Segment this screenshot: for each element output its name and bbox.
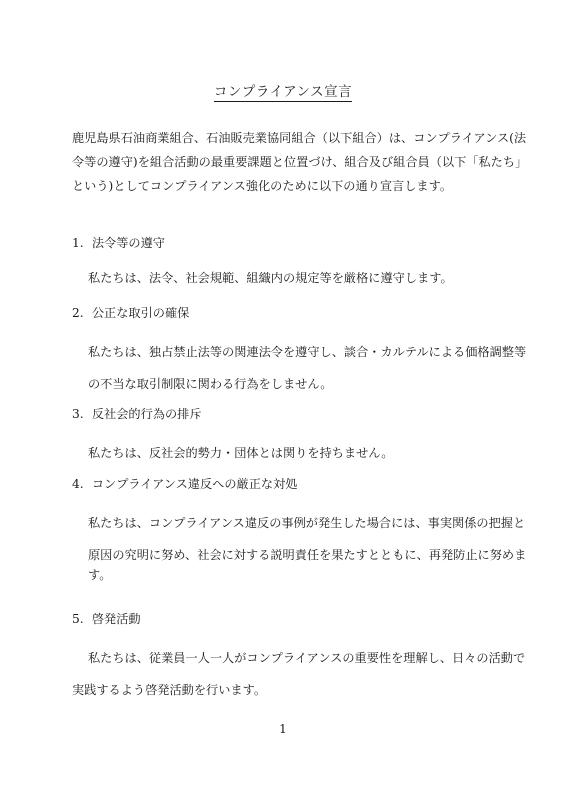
section-body-line: 実践するよう啓発活動を行います。 xyxy=(72,683,267,697)
section-5 xyxy=(72,609,526,706)
section-body-line: 私たちは、反社会的勢力・団体とは関りを持ちません。 xyxy=(88,446,394,460)
section-heading xyxy=(72,233,522,253)
section-body-line: 私たちは、法令、社会規範、組織内の規定等を厳格に遵守します。 xyxy=(88,271,453,285)
section-heading-text: コンプライアンス違反への厳正な対処 xyxy=(91,477,298,491)
section-1 xyxy=(72,233,522,294)
section-number: 4. xyxy=(72,477,84,491)
section-3 xyxy=(72,404,522,469)
section-body-line: 私たちは、独占禁止法等の関連法令を遵守し、談合・カルテルによる価格調整等 xyxy=(88,345,527,359)
intro-paragraph xyxy=(72,126,528,198)
section-body-line: 原因の究明に努め、社会に対する説明責任を果たすとともに、再発防止に努めま xyxy=(88,548,527,562)
section-body xyxy=(72,262,522,294)
section-body xyxy=(72,507,527,591)
section-body xyxy=(72,336,527,400)
intro-line: 令等の遵守)を組合活動の最重要課題と位置づけ、組合及び組合員（以下「私たち」 xyxy=(72,155,528,169)
section-heading xyxy=(72,474,522,494)
section-heading-text: 反社会的行為の排斥 xyxy=(91,407,202,421)
section-heading xyxy=(72,609,522,629)
section-body-line: す。 xyxy=(88,568,112,582)
document-title-text: コンプライアンス宣言 xyxy=(213,84,353,100)
section-body-line: 私たちは、コンプライアンス違反の事例が発生した場合には、事実関係の把握と xyxy=(88,516,526,530)
section-number: 2. xyxy=(72,306,84,320)
page-number: 1 xyxy=(279,722,287,736)
section-2 xyxy=(72,303,527,400)
intro-line: 鹿児島県石油商業組合、石油販売業協同組合（以下組合）は、コンプライアンス(法 xyxy=(72,131,527,145)
section-body xyxy=(72,642,526,706)
intro-line: という)としてコンプライアンス強化のために以下の通り宣言します。 xyxy=(72,179,453,193)
section-heading-text: 法令等の遵守 xyxy=(91,236,165,250)
section-body-line: の不当な取引制限に関わる行為をしません。 xyxy=(88,377,333,391)
section-heading-text: 公正な取引の確保 xyxy=(91,306,190,320)
section-heading xyxy=(72,303,522,323)
section-heading-text: 啓発活動 xyxy=(91,612,141,626)
section-4 xyxy=(72,474,527,591)
section-body-line: 私たちは、従業員一人一人がコンプライアンスの重要性を理解し、日々の活動で xyxy=(88,651,526,665)
section-number: 1. xyxy=(72,236,84,250)
section-body xyxy=(72,437,522,469)
section-heading xyxy=(72,404,522,424)
section-number: 5. xyxy=(72,612,84,626)
section-number: 3. xyxy=(72,407,84,421)
document-title xyxy=(0,80,566,100)
